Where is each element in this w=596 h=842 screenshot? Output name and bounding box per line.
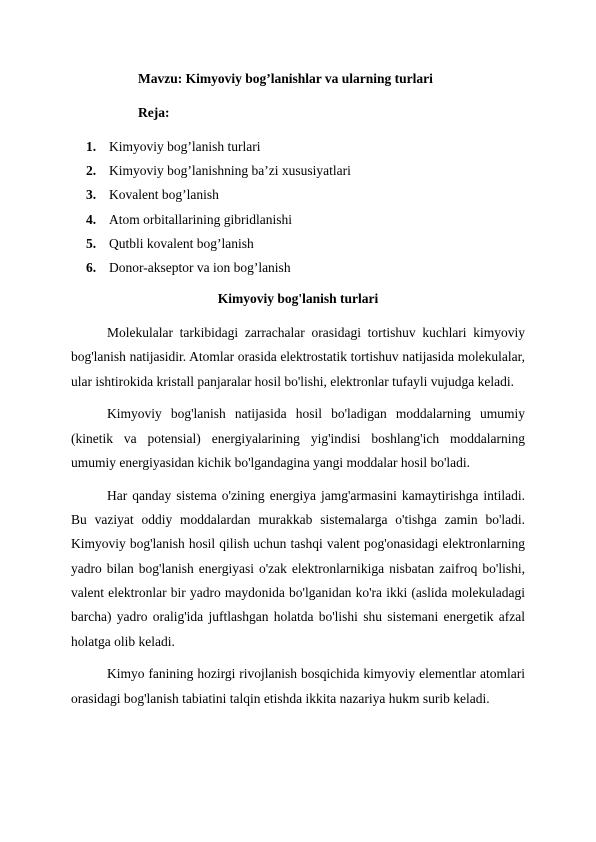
plan-item-number: 1. — [86, 139, 97, 154]
plan-item-number: 4. — [86, 211, 97, 227]
plan-item-text: Kovalent bog’lanish — [109, 187, 219, 203]
section-heading: Kimyoviy bog'lanish turlari — [217, 291, 379, 306]
plan-item — [86, 162, 351, 186]
document-title: Mavzu: Kimyoviy bog’lanishlar va ularning turlari — [138, 71, 433, 86]
paragraph: Kimyo fanining hozirgi rivojlanish bosqichida kimyoviy elementlar atomlari orasidagi bog'lanish tabiatini talqin etishda ikkita nazariya hukm surib keladi. — [71, 666, 525, 706]
paragraph: Molekulalar tarkibidagi zarrachalar orasidagi tortishuv kuchlari kimyoviy bog'lanish natijasidir. Atomlar orasida elektrostatik tortishuv natijasida molekulalar, ular ishtirokida kristall panjaralar hosil bo'lishi, elektronlar tufayli vujudga keladi. — [71, 325, 525, 389]
plan-item-text: Qutbli kovalent bog’lanish — [109, 235, 254, 251]
plan-item-text: Kimyoviy bog’lanish turlari — [109, 139, 261, 154]
plan-item-text: Kimyoviy bog’lanishning ba’zi xususiyatlari — [109, 163, 351, 179]
plan-item-number: 2. — [86, 163, 97, 179]
paragraph: Har qanday sistema o'zining energiya jamg'armasini kamaytirishga intiladi. Bu vaziyat oddiy moddalardan murakkab sistemalarga o'tishga zamin bo'ladi. Kimyoviy bog'lanish hosil qilish uchun tashqi valent pog'onasidagi elektronlarning yadro bilan bog'lanish energiyasi o'zak elektronlarnikiga nisbatan zaifroq bo'lishi, valent elektronlar bir yadro maydonida bo'lganidan ko'ra ikki (aslida molekuladagi barcha) yadro oralig'ida juftlashgan holatda bo'lishi shu sistemani energetik afzal holatga olib keladi. — [71, 487, 525, 649]
plan-item — [86, 211, 351, 235]
plan-item-text: Donor-akseptor va ion bog’lanish — [109, 259, 291, 275]
plan-item-number: 3. — [86, 187, 97, 203]
plan-item — [86, 138, 351, 162]
plan-list — [86, 138, 351, 283]
body-text — [71, 321, 525, 719]
plan-label: Reja: — [138, 105, 170, 120]
plan-item — [86, 235, 351, 259]
plan-item — [86, 259, 351, 283]
plan-item-number: 6. — [86, 259, 97, 275]
plan-item — [86, 186, 351, 210]
plan-item-number: 5. — [86, 235, 97, 251]
paragraph: Kimyoviy bog'lanish natijasida hosil bo'ladigan moddalarning umumiy (kinetik va potensial) energiyalarining yig'indisi boshlang'ich moddalarning umumiy energiyasidan kichik bo'lgandagina yangi moddalar hosil bo'ladi. — [71, 406, 525, 470]
plan-item-text: Atom orbitallarining gibridlanishi — [109, 211, 292, 227]
